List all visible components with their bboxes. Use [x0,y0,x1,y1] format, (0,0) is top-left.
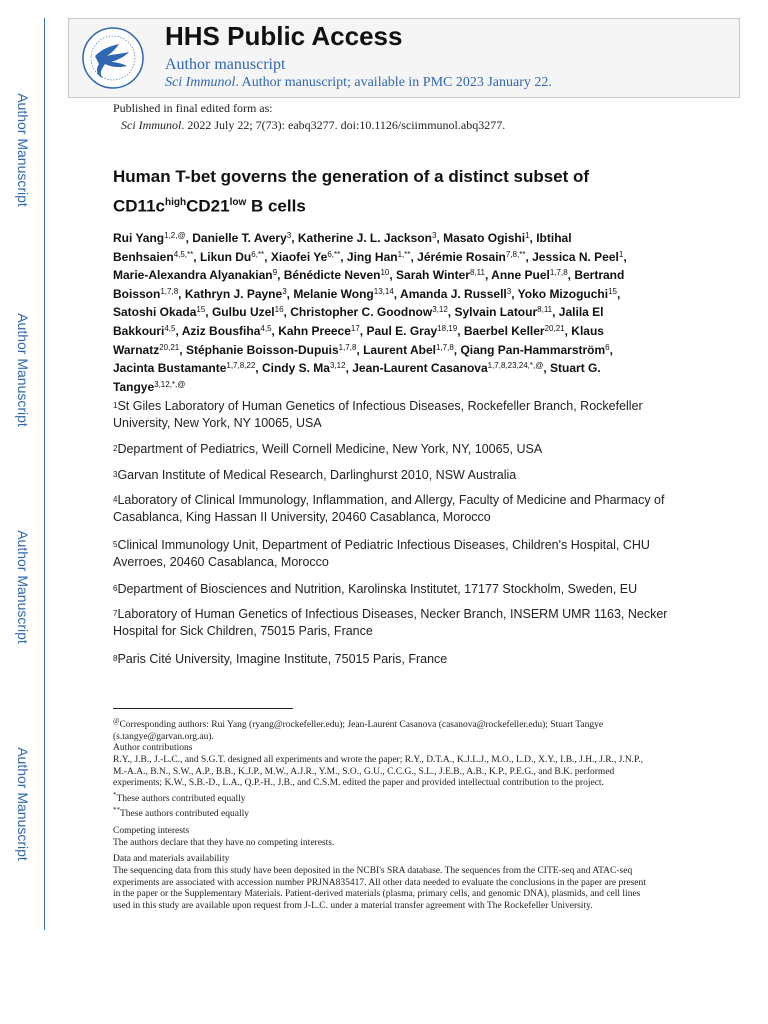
author-name: Stéphanie Boisson-Dupuis [185,342,339,357]
author-affiliation-mark: 18,19 [437,323,458,333]
footnotes [113,716,653,912]
affiliation-item [113,606,673,640]
author-name: Satoshi Okada [113,305,197,320]
affiliation-item [113,581,673,598]
author-name: Klaus Warnatz [113,323,604,357]
publication-reference [113,117,505,134]
title-cd21: CD21 [186,196,230,216]
author-name: Masato Ogishi [443,231,526,245]
author-name: Gulbu Uzel [211,305,275,320]
author-name: Jérémie Rosain [417,249,506,264]
author-affiliation-mark: 3 [282,286,287,296]
author-affiliation-mark: 1,7,8 [436,342,454,352]
author-entry [182,324,272,338]
author-name: Rui Yang [113,231,165,245]
author-name: Melanie Wong [293,286,374,301]
footnote-mark: * [113,790,117,799]
author-name: Ibtihal Benhsaien [113,231,572,264]
affiliation-text: Garvan Institute of Medical Research, Darlinghurst 2010, NSW Australia [117,468,517,482]
affiliation-item [113,651,673,668]
author-affiliation-mark: 1,7,8 [549,268,568,278]
affiliation-item [113,492,673,526]
author-affiliation-mark: 3 [431,231,437,240]
author-name: Paul E. Gray [366,323,438,338]
sidebar-rule [44,18,45,930]
author-affiliation-mark: 1,7,8 [338,342,357,352]
affiliation-item [113,537,673,571]
author-entry [212,305,284,319]
author-name: Yoko Mizoguchi [517,286,609,301]
author-affiliation-mark: 20,21 [159,342,180,352]
sidebar-label-text: Author Manuscript [15,93,31,207]
sidebar-label-text: Author Manuscript [15,530,31,644]
author-affiliation-mark: 6,** [251,249,265,259]
author-entry [400,287,511,301]
affiliation-number: 3 [113,470,118,479]
author-name: Baerbel Keller [463,323,545,338]
author-entry [113,361,255,375]
author-affiliation-mark: 3 [506,286,512,296]
author-name: Stuart G. Tangye [113,361,601,394]
footnote-data-heading: Data and materials availability [113,854,230,865]
author-entry [200,250,264,264]
author-affiliation-mark: 8,11 [537,305,553,315]
author-name: Xiaofei Ye [270,249,328,264]
header-journal[interactable]: Sci Immunol [165,75,236,90]
author-entry [363,343,454,357]
sidebar-label-text: Author Manuscript [15,313,31,427]
author-name: Laurent Abel [363,342,436,357]
author-affiliation-mark: 1,7,8,23,24,*,@ [487,361,544,371]
affiliation-text: Clinical Immunology Unit, Department of Pediatric Infectious Diseases, Children's Hospital, CHU Averroes, 20460 Casablanca, Morocco [113,538,650,569]
author-name: Jean-Laurent Casanova [352,361,488,376]
sidebar-label [4,517,42,657]
author-entry [417,250,525,264]
author-name: Jing Han [346,249,398,264]
footnote-corresponding [113,716,653,743]
author-name: Marie-Alexandra Alyanakian [113,268,273,283]
affiliation-number: 1 [113,401,118,410]
author-name: Sarah Winter [396,268,470,283]
affiliation-text: St Giles Laboratory of Human Genetics of Infectious Diseases, Rockefeller Branch, Rockefeller University, New York, NY 10065, USA [113,399,643,430]
author-name: Jacinta Bustamante [113,361,227,376]
footnote-divider [113,708,293,709]
sidebar-label-text: Author Manuscript [15,747,31,861]
header-subtitle: Author manuscript [165,56,286,73]
author-affiliation-mark: 6,** [327,249,341,259]
author-name: Bertrand Boisson [113,268,625,301]
footnote-contrib: R.Y., J.B., J.-L.C., and S.G.T. designed all experiments and wrote the paper; R.Y., D.T.A., K.J.L.J., M.O., L.D., X.Y., I.B., J.H., J.R., J.N.P., M.-A.A., B.N., S.W., A.P., B.B., K.J.P., M.W., A.J.R., Y.M., S.O., G.U., C.C.G., S.L., J.E.B., A.B., K.P., P.E.G., and B.K. performed experiments; K.W., S.B.-D., L.A., Q.P.-H., J.B., and C.S.M. edited the paper and provided intellectual contribution to the project. [113,754,644,789]
affiliation-text: Department of Pediatrics, Weill Cornell Medicine, New York, NY, 10065, USA [117,442,543,456]
author-affiliation-mark: 15 [196,305,206,315]
author-affiliation-mark: 1,7,8 [160,286,179,296]
footnote-mark: @ [113,717,120,725]
author-entry [396,268,485,282]
footnote-equal-2-text: These authors contributed equally [120,809,250,820]
affiliation-number: 5 [113,540,118,549]
author-entry [192,231,291,245]
footnote-equal-1 [113,790,653,806]
author-entry [491,268,567,282]
affiliation-text: Department of Biosciences and Nutrition, Karolinska Institutet, 17177 Stockholm, Sweden, EU [117,582,638,596]
author-entry [352,361,543,375]
author-affiliation-mark: 15 [608,286,618,296]
affiliation-number: 2 [113,444,118,453]
author-entry [290,305,448,319]
publication-journal: Sci Immunol [121,118,182,132]
affiliation-text: Laboratory of Clinical Immunology, Inflammation, and Allergy, Faculty of Medicine and Pharmacy of Casablanca, King Hassan II University, 20460 Casablanca, Morocco [113,493,665,524]
affiliation-number: 8 [113,654,118,663]
author-affiliation-mark: 20,21 [544,323,565,333]
footnote-competing: The authors declare that they have no competing interests. [113,837,335,848]
hhs-header [68,18,740,98]
affiliation-number: 7 [113,609,118,618]
author-name: Christopher C. Goodnow [290,305,433,320]
author-entry [366,324,457,338]
author-affiliation-mark: 4,5 [164,323,176,333]
author-affiliation-mark: 4,5 [260,323,272,333]
author-entry [113,231,186,245]
author-entry [460,343,609,357]
title-sup-low: low [229,197,247,208]
author-name: Kathryn J. Payne [184,286,283,301]
hhs-eagle-logo-icon [81,26,145,90]
affiliation-text: Paris Cité University, Imagine Institute, 75015 Paris, France [117,652,448,666]
author-affiliation-mark: 1 [618,249,624,259]
title-cd11c: CD11c [113,196,165,216]
author-name: Anne Puel [491,268,550,283]
sidebar-label [4,80,42,220]
author-affiliation-mark: 4,5,** [173,249,194,259]
author-entry [185,287,287,301]
title-line1: Human T-bet governs the generation of a distinct subset of [113,167,590,186]
author-entry [186,343,356,357]
author-affiliation-mark: 9 [272,268,278,278]
author-name: Sylvain Latour [454,305,538,320]
title-sup-high: high [164,197,187,208]
author-entry [262,361,346,375]
author-name: Kahn Preece [278,323,351,338]
affiliation-number: 4 [113,495,118,504]
footnote-data: The sequencing data from this study have been deposited in the NCBI's SRA database. The sequences from the CITE-seq and ATAC-seq experiments are associated with accession number PRJNA835417. All other data needed to evaluate the conclusions in the paper are present in the paper or the Supplementary Materials. Patient-derived materials (plasma, primary cells, and genomic DNA), plasmids, and cell lines used in this study are available upon request from J-L.C. under a material transfer agreement with The Rockefeller University. [113,866,646,911]
author-name: Aziz Bousfiha [181,323,261,338]
author-name: Likun Du [199,249,252,264]
author-entry [518,287,617,301]
author-entry [454,305,552,319]
author-affiliation-mark: 1,** [397,249,411,259]
affiliation-item [113,398,673,432]
affiliation-item [113,467,673,484]
sidebar-label [4,300,42,440]
author-affiliation-mark: 6 [605,342,610,352]
affiliation-item [113,441,673,458]
affiliation-text: Laboratory of Human Genetics of Infectious Diseases, Necker Branch, INSERM UMR 1163, Necker Hospital for Sick Children, 75015 Paris, France [113,607,668,638]
author-name: Jalila El Bakkouri [113,305,604,338]
publication-info [113,100,505,134]
author-entry [113,305,205,319]
author-entry [298,231,437,245]
author-entry [271,250,340,264]
author-list: Rui Yang$^{1,2,@}$, Danielle T. Avery$^3$, Katherine J. L. Jackson$^3$, Masato Ogishi$^1$, Ibtihal Benhsaien$^{4,5,**}$, Likun $Du^{6,**}$, Xiaofei $Ye^{6,**}$, Jing Han$^{1,**}$, Jérémie Rosain$^{7,8,**}$, Jessica N. Peel$^1$, Marie-Alexandra Alyanakian$^9$, Bénédicte Neven$^{10}$, Sarah Winter$^{8,11}$, Anne Puel$^{1,7,8}$, Bertrand Boisson$^{1,7,8}$, Kathryn J. Payne$^3$, Melanie Wong$^{13,14}$, Amanda J. Russell$^3$, Yoko Mizoguchi$^{15}$, Satoshi Okada$^{15}$, Gulbu Uzel$^{16}$, Christopher C. Goodnow$^{3,12}$, Sylvain Latour$^{8,11}$, Jalila El Bakkouri$^{4,5}$, Aziz Bousfiha$^{4,5}$, Kahn Preece$^{17}$, Paul E. Gray$^{18,19}$, Baerbel Keller$^{20,21}$, Klaus Warnatz$^{20,21}$, Stéphanie Boisson-Dupuis$^{1,7,8}$, Laurent Abel$^{1,7,8}$, Qiang Pan-Hammarström$^6$, Jacinta Bustamante$^{1,7,8,22}$, Cindy S. Ma$^{3,12}$, Jean-Laurent Casanova$^{1,7,8,23,24,*,@}$, Stuart G. Tangye$^{3,12,*,@}$ [113,231,627,394]
header-citation-text: . Author manuscript; available in PMC 2023 January 22. [235,75,552,90]
author-affiliation-mark: 7,8,** [505,249,526,259]
author-affiliation-mark: 1,2,@ [164,231,186,240]
author-affiliation-mark: 10 [380,268,390,278]
author-entry [464,324,565,338]
author-entry [113,268,277,282]
published-label: Published in final edited form as: [113,101,273,115]
author-affiliation-mark: 3 [286,231,292,240]
author-entry [278,324,360,338]
header-title: HHS Public Access [165,21,403,51]
author-entry [532,250,623,264]
author-entry [284,268,390,282]
author-entry [347,250,411,264]
author-affiliation-mark: 3,12 [432,305,448,315]
footnote-equal-1-text: These authors contributed equally [116,793,246,804]
author-affiliation-mark: 3,12,*,@ [154,379,186,389]
article-title [113,164,713,220]
footnote-competing-heading: Competing interests [113,826,190,837]
footnote-contrib-heading: Author contributions [113,743,193,754]
author-name: Katherine J. L. Jackson [297,231,432,245]
author-entry [443,231,529,245]
title-line2-end: B cells [246,196,306,216]
author-name: Qiang Pan-Hammarström [460,342,606,357]
author-name: Cindy S. Ma [261,361,330,376]
author-affiliation-mark: 8,11 [469,268,485,278]
author-affiliation-mark: 16 [274,305,284,315]
footnote-mark: ** [113,806,120,815]
author-affiliation-mark: 13,14 [373,286,394,296]
sidebar-label [4,734,42,874]
footnote-equal-2 [113,805,653,821]
author-name: Jessica N. Peel [532,249,619,264]
author-affiliation-mark: 17 [350,323,360,333]
author-name: Bénédicte Neven [283,268,381,283]
header-citation [165,75,552,91]
author-affiliation-mark: 3,12 [329,361,346,371]
author-affiliation-mark: 1,7,8,22 [226,361,256,371]
publication-ref-text[interactable]: . 2022 July 22; 7(73): eabq3277. doi:10.1126/sciimmunol.abq3277. [181,118,506,132]
affiliation-number: 6 [113,584,118,593]
footnote-corresponding-text: Corresponding authors: Rui Yang (ryang@rockefeller.edu); Jean-Laurent Casanova (casanova@rockefeller.edu); Stuart Tangye (s.tangye@garvan.org.au). [113,720,604,742]
author-entry [293,287,393,301]
author-name: Amanda J. Russell [400,286,507,301]
author-manuscript-sidebar [0,0,46,930]
author-name: Danielle T. Avery [192,231,287,245]
author-affiliation-mark: 1 [525,231,530,240]
